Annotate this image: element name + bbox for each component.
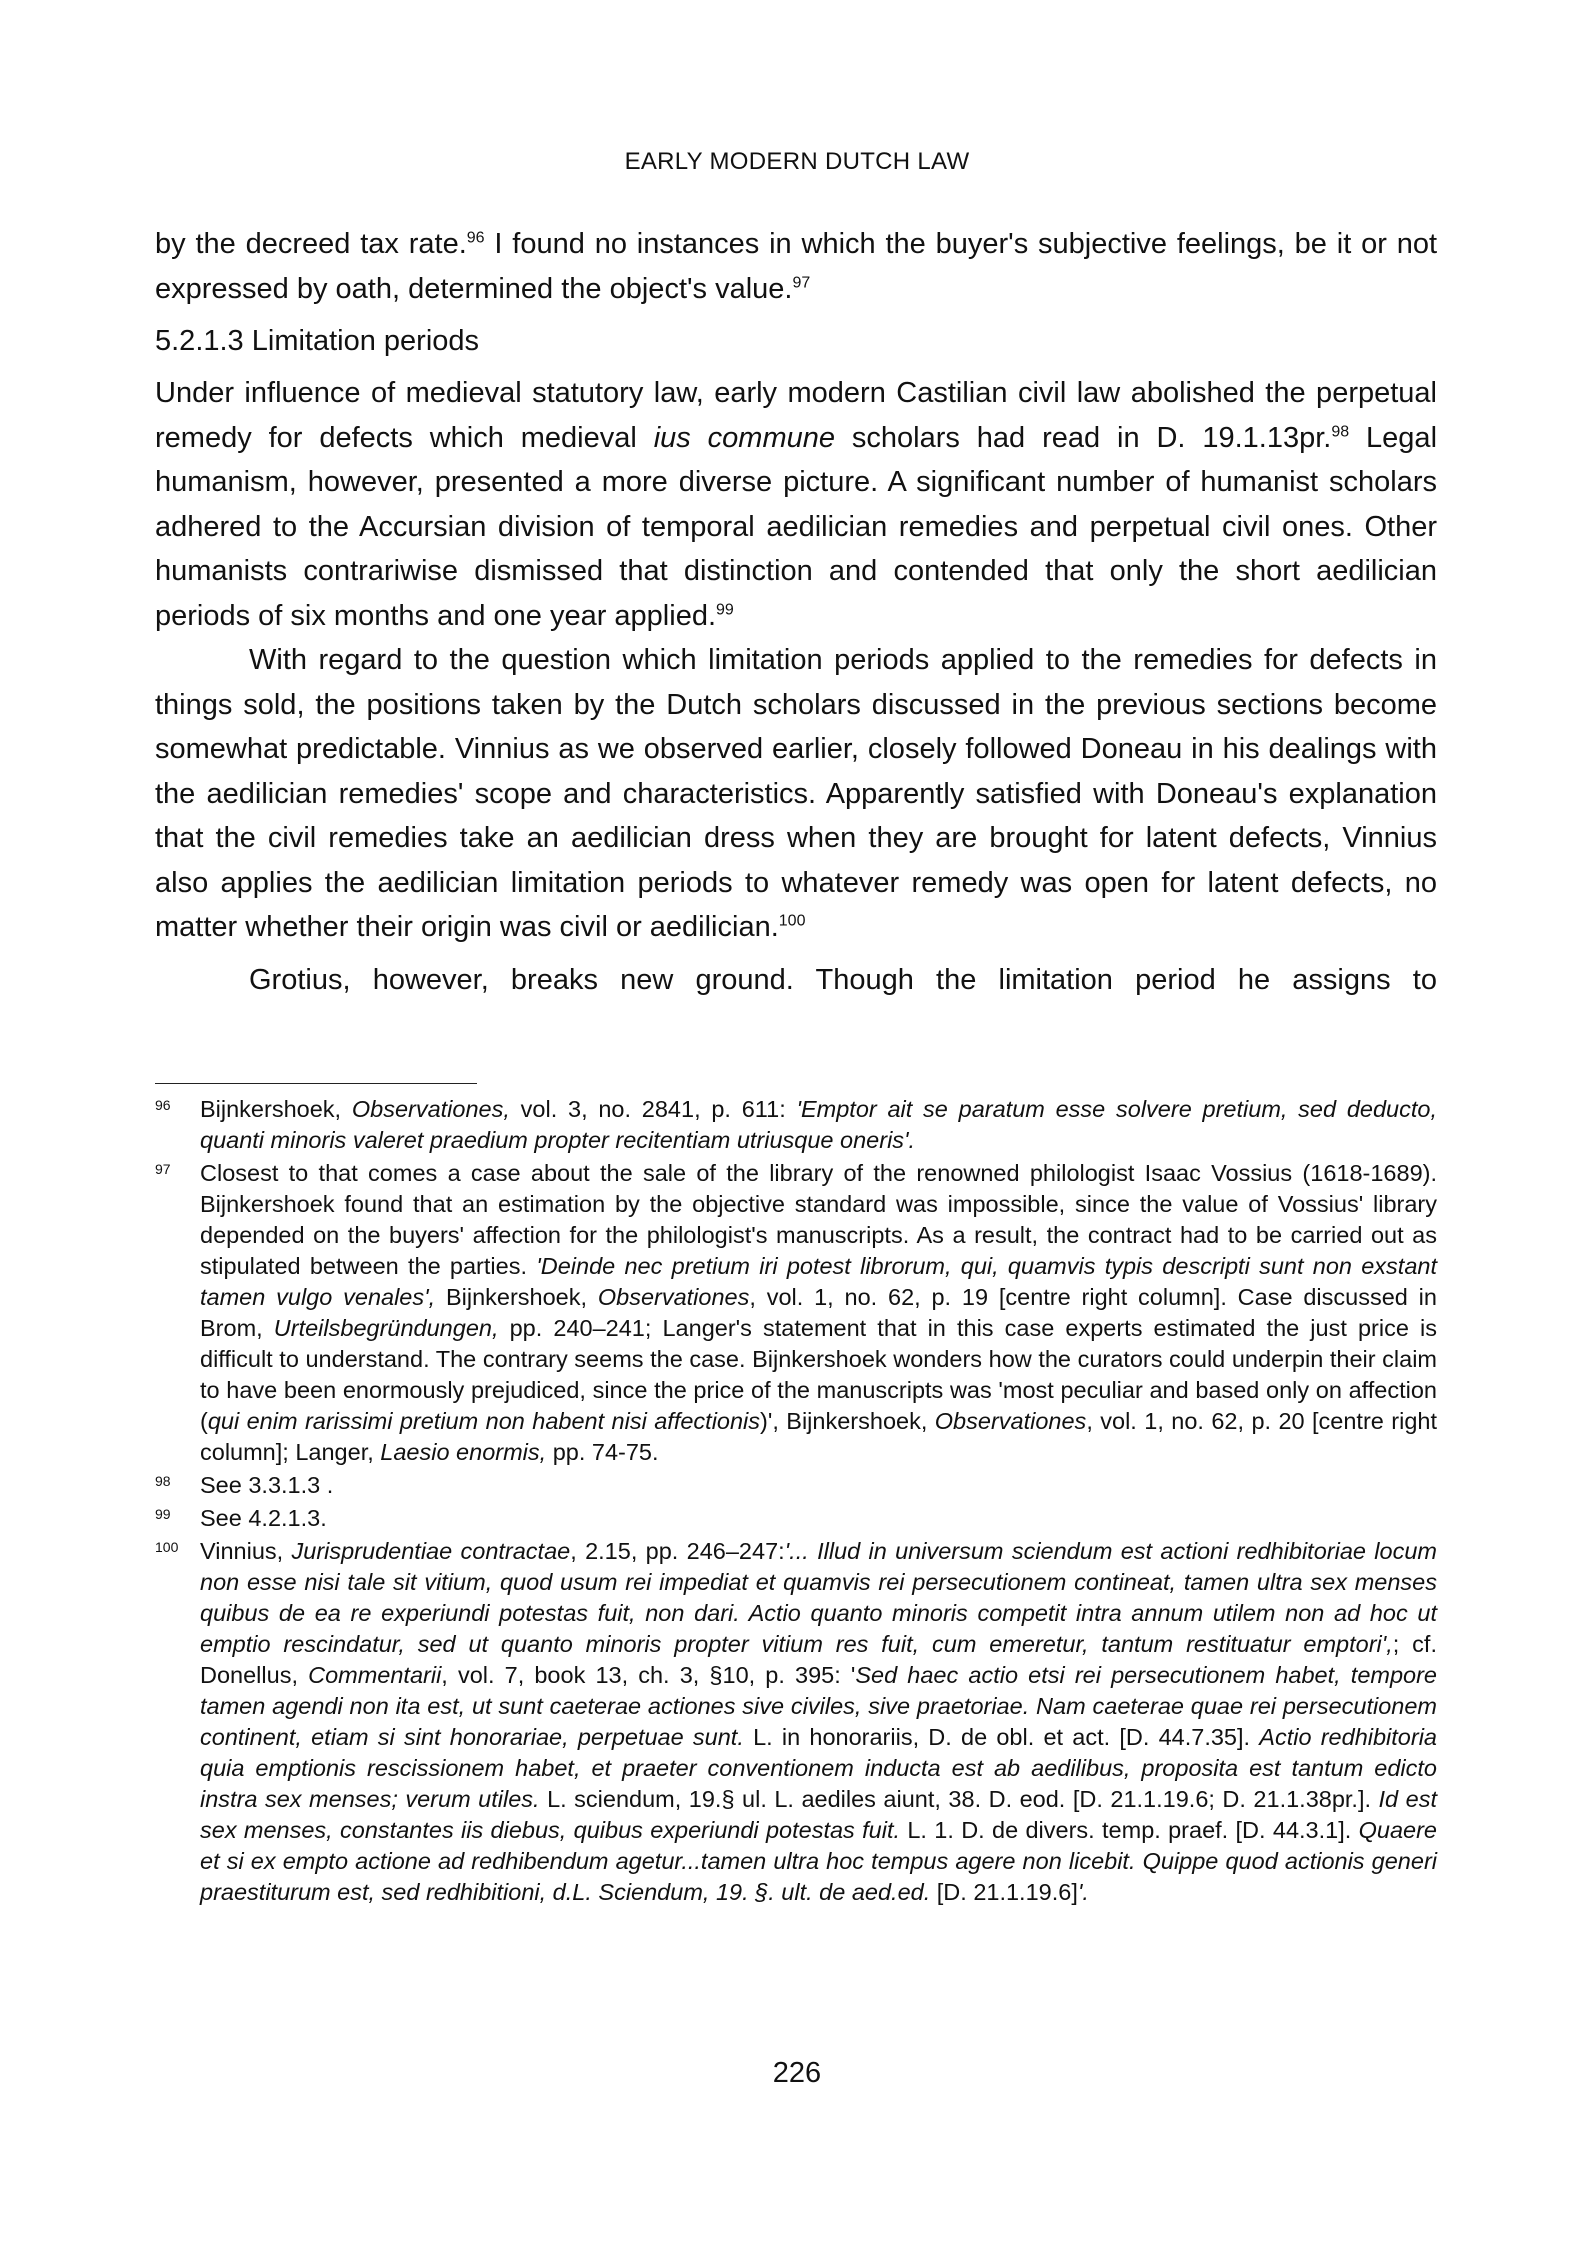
paragraph [155,371,1437,638]
footnote-reference[interactable]: 98 [1331,422,1350,440]
footnote-reference[interactable]: 97 [792,273,811,291]
text-run: Bijnkershoek, [200,1096,352,1122]
italic-text: Laesio enormis, [380,1439,547,1465]
footnote-text [200,1470,1437,1501]
text-run: Grotius, however, breaks new ground. Though the limitation period he assigns to [249,963,1437,996]
text-run: Under influence of medieval statutory law, early modern Castilian civil law abolished the perpetual remedy for defects which medieval [155,377,1437,454]
italic-text: Commentarii [308,1662,442,1688]
italic-text: Urteilsbegründungen, [273,1315,499,1341]
body-text [155,222,1437,1002]
footnotes [155,1094,1437,1910]
text-run: Closest to that comes a case about the sale of the library of the renowned philologist Isaac Vossius (1618-1689). Bijnkershoek found that an estimation by the objective standard was impossible, since the value of Vossius' library depended on the buyers' affection for the philologist's manuscripts. As a result, the contract had to be carried out as stipulated between the parties. [200,1160,1437,1279]
text-run: L. in honorariis, D. de obl. et act. [D. 44.7.35]. [743,1724,1260,1750]
text-run: pp. 74-75. [546,1439,659,1465]
italic-text: '. [1077,1879,1089,1905]
paragraph [155,638,1437,950]
italic-text: Quaere et si ex empto actione ad redhibendum agetur...tamen ultra hoc tempus agere non licebit. Quippe quod actionis generi praestiturum est, sed redhibitioni, d.L. Sciendum, 19. §. ult. de aed.ed. [200,1817,1437,1905]
footnote-text [200,1536,1437,1908]
footnote [155,1536,1437,1908]
footnote [155,1503,1437,1534]
text-run: Bijnkershoek, [435,1284,598,1310]
text-run: See 4.2.1.3. [200,1505,327,1531]
text-run: by the decreed tax rate. [155,228,467,260]
footnote-number: 96 [155,1097,171,1113]
footnote-reference[interactable]: 99 [716,600,734,618]
text-run: See 3.3.1.3 . [200,1472,334,1498]
footnote-separator [155,1083,477,1084]
text-run: ; cf. Donellus, [200,1631,1437,1688]
text-run: [D. 21.1.19.6] [930,1879,1078,1905]
text-run: )', Bijnkershoek, [760,1408,935,1434]
italic-text: Observationes [934,1408,1087,1434]
text-run: , vol. 7, book 13, ch. 3, §10, p. 395: ' [441,1662,856,1688]
italic-text: Observationes, [351,1096,510,1122]
footnote-reference[interactable]: 96 [466,229,485,247]
text-run: , 2.15, pp. 246–247: [570,1538,785,1564]
text-run: With regard to the question which limitation periods applied to the remedies for defects in things sold, the positions taken by the Dutch scholars discussed in the previous sections become somewhat predictable. Vinnius as we observed earlier, closely followed Doneau in his dealings with the aedilician remedies' scope and characteristics. Apparently satisfied with Doneau's explanation that the civil remedies take an aedilician dress when they are brought for latent defects, Vinnius also applies the aedilician limitation periods to whatever remedy was open for latent defects, no matter whether their origin was civil or aedilician. [155,644,1437,943]
text-run: pp. 240–241; Langer's statement that in this case experts estimated the just price is difficult to understand. The contrary seems the case. Bijnkershoek wonders how the curators could underpin their claim to have been enormously prejudiced, since the price of the manuscripts was 'most peculiar and based only on affection ( [200,1315,1437,1434]
text-run: Vinnius, [200,1538,292,1564]
footnote [155,1158,1437,1468]
italic-text: Jurisprudentiae contractae [291,1538,571,1564]
section-heading: 5.2.1.3 Limitation periods [155,325,480,357]
footnote [155,1470,1437,1501]
text-run: L. sciendum, 19.§ ul. L. aediles aiunt, 38. D. eod. [D. 21.1.19.6; D. 21.1.38pr.]. [539,1786,1379,1812]
running-header: EARLY MODERN DUTCH LAW [624,148,970,175]
footnote-number: 98 [155,1473,171,1489]
italic-text: Actio redhibitoria quia emptionis rescissionem habet, et praeter conventionem inducta est ab aedilibus, proposita est tantum edicto instra sex menses; verum utiles. [200,1724,1437,1812]
footnote-text [200,1503,1437,1534]
text-run: scholars had read in D. 19.1.13pr. [835,421,1332,454]
footnote-number: 97 [155,1161,171,1177]
page-number: 226 [772,2057,822,2089]
italic-text: Id est sex menses, constantes iis diebus, quibus experiundi potestas fuit. [200,1786,1437,1843]
text-run: , vol. 1, no. 62, p. 19 [centre right column]. Case discussed in Brom, [200,1284,1437,1341]
text-run: Legal humanism, however, presented a more diverse picture. A significant number of humanist scholars adhered to the Accursian division of temporal aedilician remedies and perpetual civil ones. Other humanists contrariwise dismissed that distinction and contended that only the short aedilician periods of six months and one year applied. [155,421,1438,632]
italic-text: 'Emptor ait se paratum esse solvere pretium, sed deducto, quanti minoris valeret praedium propter recitentiam utriusque oneris'. [200,1096,1437,1153]
text-run: I found no instances in which the buyer's subjective feelings, be it or not expressed by oath, determined the object's value. [155,228,1438,305]
italic-text: '... Illud in universum sciendum est actioni redhibitoriae locum non esse nisi tale sit vitium, quod usum rei impediat et quamvis rei persecutionem contineat, tamen ultra sex menses quibus de ea re experiundi potestas fuit, non dari. Actio quanto minoris competit intra annum utilem non ad hoc ut emptio rescindatur, sed ut quanto minoris propter vitium res fuit, cum emeretur, tantum restituatur emptori', [200,1538,1437,1657]
italic-text: 'Deinde nec pretium iri potest librorum, qui, quamvis typis descripti sunt non exstant tamen vulgo venales', [200,1253,1438,1310]
footnote-text [200,1158,1437,1468]
footnote-number: 99 [155,1506,171,1522]
text-run: vol. 3, no. 2841, p. 611: [509,1096,797,1122]
italic-text: Observationes [597,1284,750,1310]
text-run: , vol. 1, no. 62, p. 20 [centre right column]; Langer, [200,1408,1437,1465]
footnote-text [200,1094,1437,1156]
italic-text: Sed haec actio etsi rei persecutionem habet, tempore tamen agendi non ita est, ut sunt caeterae actiones sive civiles, sive praetoriae. Nam caeterae quae rei persecutionem continent, etiam si sint honorariae, perpetuae sunt. [200,1662,1437,1750]
paragraph [155,958,1437,1003]
footnote [155,1094,1437,1156]
footnote-reference[interactable]: 100 [778,912,806,930]
paragraph [155,222,1437,311]
italic-text: qui enim rarissimi pretium non habent nisi affectionis [207,1408,761,1434]
italic-text: ius commune [653,421,836,454]
footnote-number: 100 [155,1539,179,1555]
text-run: L. 1. D. de divers. temp. praef. [D. 44.3.1]. [900,1817,1359,1843]
